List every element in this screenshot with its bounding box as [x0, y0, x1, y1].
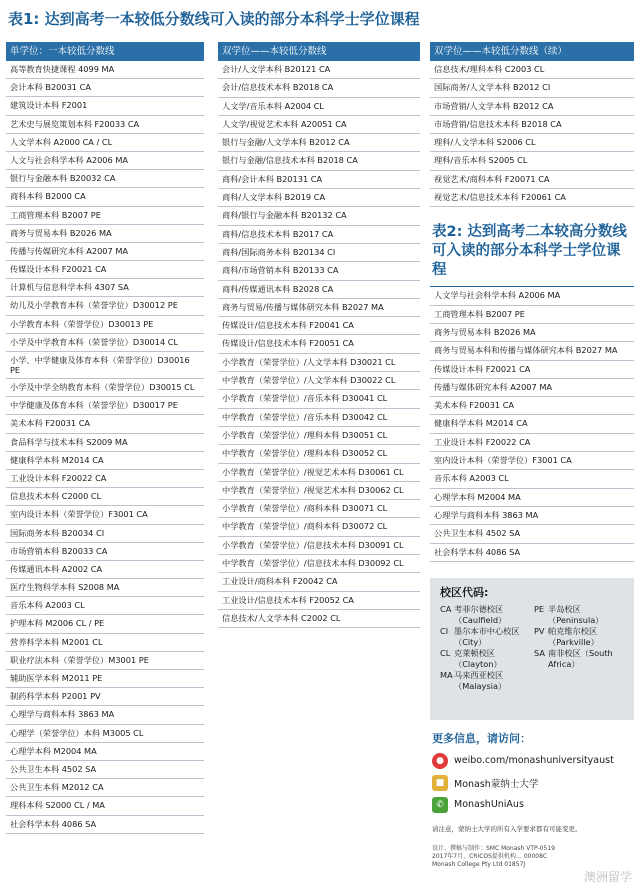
list-item: 商科/传媒通讯本科 B2028 CA [218, 281, 420, 299]
list-item: 市场营销本科 B20033 CA [6, 543, 204, 561]
list-item: 公共卫生本科 4502 SA [430, 525, 634, 543]
list-item: 信息技术本科 C2000 CL [6, 488, 204, 506]
column-header: 双学位——本较低分数线 [218, 42, 420, 61]
list-item: 公共卫生本科 M2012 CA [6, 779, 204, 797]
list-item: 健康科学本科 M2014 CA [6, 452, 204, 470]
column-header: 双学位——本较低分数线（续） [430, 42, 634, 61]
list-item: 会计本科 B20031 CA [6, 79, 204, 97]
list-item: 人文学与社会科学本科 A2006 MA [430, 287, 634, 305]
campus-name: 克莱顿校区（Clayton） [454, 647, 502, 669]
list-item: 公共卫生本科 4502 SA [6, 761, 204, 779]
list-item: 心理学本科 M2004 MA [6, 743, 204, 761]
list-item: 小学及中学全纳教育本科（荣誉学位）D30015 CL [6, 379, 204, 397]
list-item: 小学教育（荣誉学位）/商科本科 D30071 CL [218, 500, 420, 518]
list-item: 艺术史与展览策划本科 F20033 CA [6, 116, 204, 134]
list-item: 小学教育本科（荣誉学位）D30013 PE [6, 316, 204, 334]
campus-name: 马来西亚校区（Malaysia） [454, 669, 507, 691]
list-item: 建筑设计本科 F2001 [6, 97, 204, 115]
list-item: 视觉艺术/信息技术本科 F20061 CA [430, 189, 634, 207]
list-item: 小学教育（荣誉学位）/视觉艺术本科 D30061 CL [218, 464, 420, 482]
fine-print-line: Monash College Pty Ltd 01857J [432, 860, 526, 868]
more-info-title: 更多信息，请访问： [432, 731, 531, 745]
fine-print [432, 845, 634, 869]
list-item: 传媒设计/信息技术本科 F20041 CA [218, 317, 420, 335]
list-item: 市场营销/信息技术本科 B2018 CA [430, 116, 634, 134]
list-item: 小学及中学教育本科（荣誉学位）D30014 CL [6, 334, 204, 352]
column-header: 单学位：一本较低分数线 [6, 42, 204, 61]
list-item: 传媒设计本科 F20021 CA [430, 361, 634, 379]
list-item: 中学教育（荣誉学位）/信息技术本科 D30092 CL [218, 555, 420, 573]
list-item: 人文学/视觉艺术本科 A20051 CA [218, 116, 420, 134]
list-item: 商科/国际商务本科 B20134 CI [218, 244, 420, 262]
list-item: 工业设计本科 F20022 CA [6, 470, 204, 488]
list-item: 心理学与商科本科 3863 MA [6, 706, 204, 724]
weibo-account-icon: ■ [432, 775, 448, 791]
list-item: 社会科学本科 4086 SA [430, 544, 634, 562]
table2-title: 表2: 达到高考二本较高分数线可入读的部分本科学士学位课程 [432, 224, 627, 279]
list-item: 商科/信息技术本科 B2017 CA [218, 226, 420, 244]
list-item: 传媒设计本科 F20021 CA [6, 261, 204, 279]
table1-single-degree [6, 42, 204, 834]
campus-code-item [440, 670, 532, 692]
disclaimer: 请注意，蒙纳士大学的所有入学要求都有可能变更。 [432, 824, 582, 833]
campus-name: 考菲尔德校区（Caulfield） [454, 603, 507, 625]
list-item: 传播与传媒研究本科 A2007 MA [6, 243, 204, 261]
campus-code-item [440, 648, 532, 670]
list-item: 商务与贸易本科和传播与媒体研究本科 B2027 MA [430, 342, 634, 360]
list-item: 音乐本科 A2003 CL [430, 470, 634, 488]
list-item: 工商管理本科 B2007 PE [6, 207, 204, 225]
list-item: 视觉艺术/商科本科 F20071 CA [430, 171, 634, 189]
list-item: 护理本科 M2006 CL / PE [6, 615, 204, 633]
wechat-icon: ✆ [432, 797, 448, 813]
list-item: 国际商务/人文学本科 B2012 CI [430, 79, 634, 97]
list-item: 理科/人文学本科 S2006 CL [430, 134, 634, 152]
list-item: 商科/银行与金融本科 B20132 CA [218, 207, 420, 225]
list-item: 银行与金融/信息技术本科 B2018 CA [218, 152, 420, 170]
social-link-text: weibo.com/monashuniversityaust [454, 755, 614, 767]
list-item: 中学教育（荣誉学位）/人文学本科 D30022 CL [218, 372, 420, 390]
list-item: 工商管理本科 B2007 PE [430, 306, 634, 324]
list-item: 职业疗法本科（荣誉学位）M3001 PE [6, 652, 204, 670]
list-item: 食品科学与技术本科 S2009 MA [6, 434, 204, 452]
list-item: 商科本科 B2000 CA [6, 188, 204, 206]
campus-code: MA [440, 669, 453, 680]
social-link[interactable] [432, 752, 634, 770]
campus-code-item [534, 626, 626, 648]
campus-name: 半岛校区（Peninsula） [548, 603, 604, 625]
campus-code-item [534, 648, 626, 670]
list-item: 小学教育（荣誉学位）/理科本科 D30051 CL [218, 427, 420, 445]
list-item: 理科/音乐本科 S2005 CL [430, 152, 634, 170]
list-item: 市场营销/人文学本科 B2012 CA [430, 98, 634, 116]
list-item: 音乐本科 A2003 CL [6, 597, 204, 615]
list-item: 小学教育（荣誉学位）/人文学本科 D30021 CL [218, 354, 420, 372]
campus-code: CL [440, 647, 451, 658]
table1-double-degree-cont [430, 42, 634, 869]
list-item: 室内设计本科（荣誉学位）F3001 CA [6, 506, 204, 524]
list-item: 社会科学本科 4086 SA [6, 816, 204, 834]
page-title: 表1: 达到高考一本较低分数线可入读的部分本科学士学位课程 [8, 10, 420, 28]
list-item: 工业设计/信息技术本科 F20052 CA [218, 592, 420, 610]
list-item: 传媒设计/信息技术本科 F20051 CA [218, 335, 420, 353]
list-item: 人文与社会科学本科 A2006 MA [6, 152, 204, 170]
list-item: 传媒通讯本科 A2002 CA [6, 561, 204, 579]
list-item: 信息技术/理科本科 C2003 CL [430, 61, 634, 79]
list-item: 会计/人文学本科 B20121 CA [218, 61, 420, 79]
list-item: 商务与贸易本科 B2026 MA [6, 225, 204, 243]
list-item: 中学健康及体育本科（荣誉学位）D30017 PE [6, 397, 204, 415]
table1-double-degree [218, 42, 420, 628]
list-item: 工业设计本科 F20022 CA [430, 434, 634, 452]
list-item: 美术本科 F20031 CA [6, 415, 204, 433]
social-link-text: MonashUniAus [454, 799, 524, 811]
campus-codes-title: 校区代码: [440, 585, 489, 599]
social-link[interactable] [432, 796, 634, 814]
campus-name: 墨尔本市中心校区（City） [454, 625, 520, 647]
campus-codes-box [430, 578, 634, 720]
list-item: 幼儿及小学教育本科（荣誉学位）D30012 PE [6, 297, 204, 315]
list-item: 工业设计/商科本科 F20042 CA [218, 573, 420, 591]
list-item: 传播与媒体研究本科 A2007 MA [430, 379, 634, 397]
social-link[interactable] [432, 774, 634, 792]
list-item: 商务与贸易/传播与媒体研究本科 B2027 MA [218, 299, 420, 317]
list-item: 心理学（荣誉学位）本科 M3005 CL [6, 725, 204, 743]
list-item: 中学教育（荣誉学位）/视觉艺术本科 D30062 CL [218, 482, 420, 500]
list-item: 高等教育快捷课程 4099 MA [6, 61, 204, 79]
campus-name: 南非校区（South Africa） [548, 647, 613, 669]
list-item: 健康科学本科 M2014 CA [430, 415, 634, 433]
fine-print-line: 设计、撰稿与制作：SMC Monash VTP-0519 [432, 844, 555, 852]
campus-code: CA [440, 603, 452, 614]
list-item: 中学教育（荣誉学位）/商科本科 D30072 CL [218, 518, 420, 536]
list-item: 辅助医学本科 M2011 PE [6, 670, 204, 688]
campus-code: CI [440, 625, 449, 636]
list-item: 银行与金融/人文学本科 B2012 CA [218, 134, 420, 152]
list-item: 医疗生物科学本科 S2008 MA [6, 579, 204, 597]
campus-code-item [534, 604, 626, 626]
campus-code: SA [534, 647, 545, 658]
list-item: 会计/信息技术本科 B2018 CA [218, 79, 420, 97]
list-item: 人文学本科 A2000 CA / CL [6, 134, 204, 152]
list-item: 营养科学本科 M2001 CL [6, 634, 204, 652]
campus-code: PV [534, 625, 545, 636]
list-item: 商科/会计本科 B20131 CA [218, 171, 420, 189]
campus-name: 帕克维尔校区（Parkville） [548, 625, 599, 647]
list-item: 室内设计本科（荣誉学位）F3001 CA [430, 452, 634, 470]
list-item: 中学教育（荣誉学位）/理科本科 D30052 CL [218, 445, 420, 463]
list-item: 小学教育（荣誉学位）/信息技术本科 D30091 CL [218, 537, 420, 555]
list-item: 国际商务本科 B20034 CI [6, 525, 204, 543]
list-item: 小学教育（荣誉学位）/音乐本科 D30041 CL [218, 390, 420, 408]
list-item: 小学、中学健康及体育本科（荣誉学位）D30016 PE [6, 352, 204, 379]
fine-print-line: 2017年7月，CRICOS提供机构… 00008C [432, 852, 548, 860]
list-item: 计算机与信息科学本科 4307 SA [6, 279, 204, 297]
list-item: 制药科学本科 P2001 PV [6, 688, 204, 706]
watermark: 澳洲留学 [583, 870, 632, 884]
campus-code-item [440, 626, 532, 648]
campus-code: PE [534, 603, 545, 614]
social-link-text: Monash蒙纳士大学 [454, 778, 539, 790]
list-item: 信息技术/人文学本科 C2002 CL [218, 610, 420, 628]
list-item: 中学教育（荣誉学位）/音乐本科 D30042 CL [218, 409, 420, 427]
list-item: 心理学与商科本科 3863 MA [430, 507, 634, 525]
list-item: 银行与金融本科 B20032 CA [6, 170, 204, 188]
list-item: 理科本科 S2000 CL / MA [6, 797, 204, 815]
weibo-icon: ● [432, 753, 448, 769]
list-item: 商科/市场营销本科 B20133 CA [218, 262, 420, 280]
list-item: 商科/人文学本科 B2019 CA [218, 189, 420, 207]
list-item: 商务与贸易本科 B2026 MA [430, 324, 634, 342]
list-item: 心理学本科 M2004 MA [430, 489, 634, 507]
list-item: 美术本科 F20031 CA [430, 397, 634, 415]
list-item: 人文学/音乐本科 A2004 CL [218, 98, 420, 116]
campus-code-item [440, 604, 532, 626]
